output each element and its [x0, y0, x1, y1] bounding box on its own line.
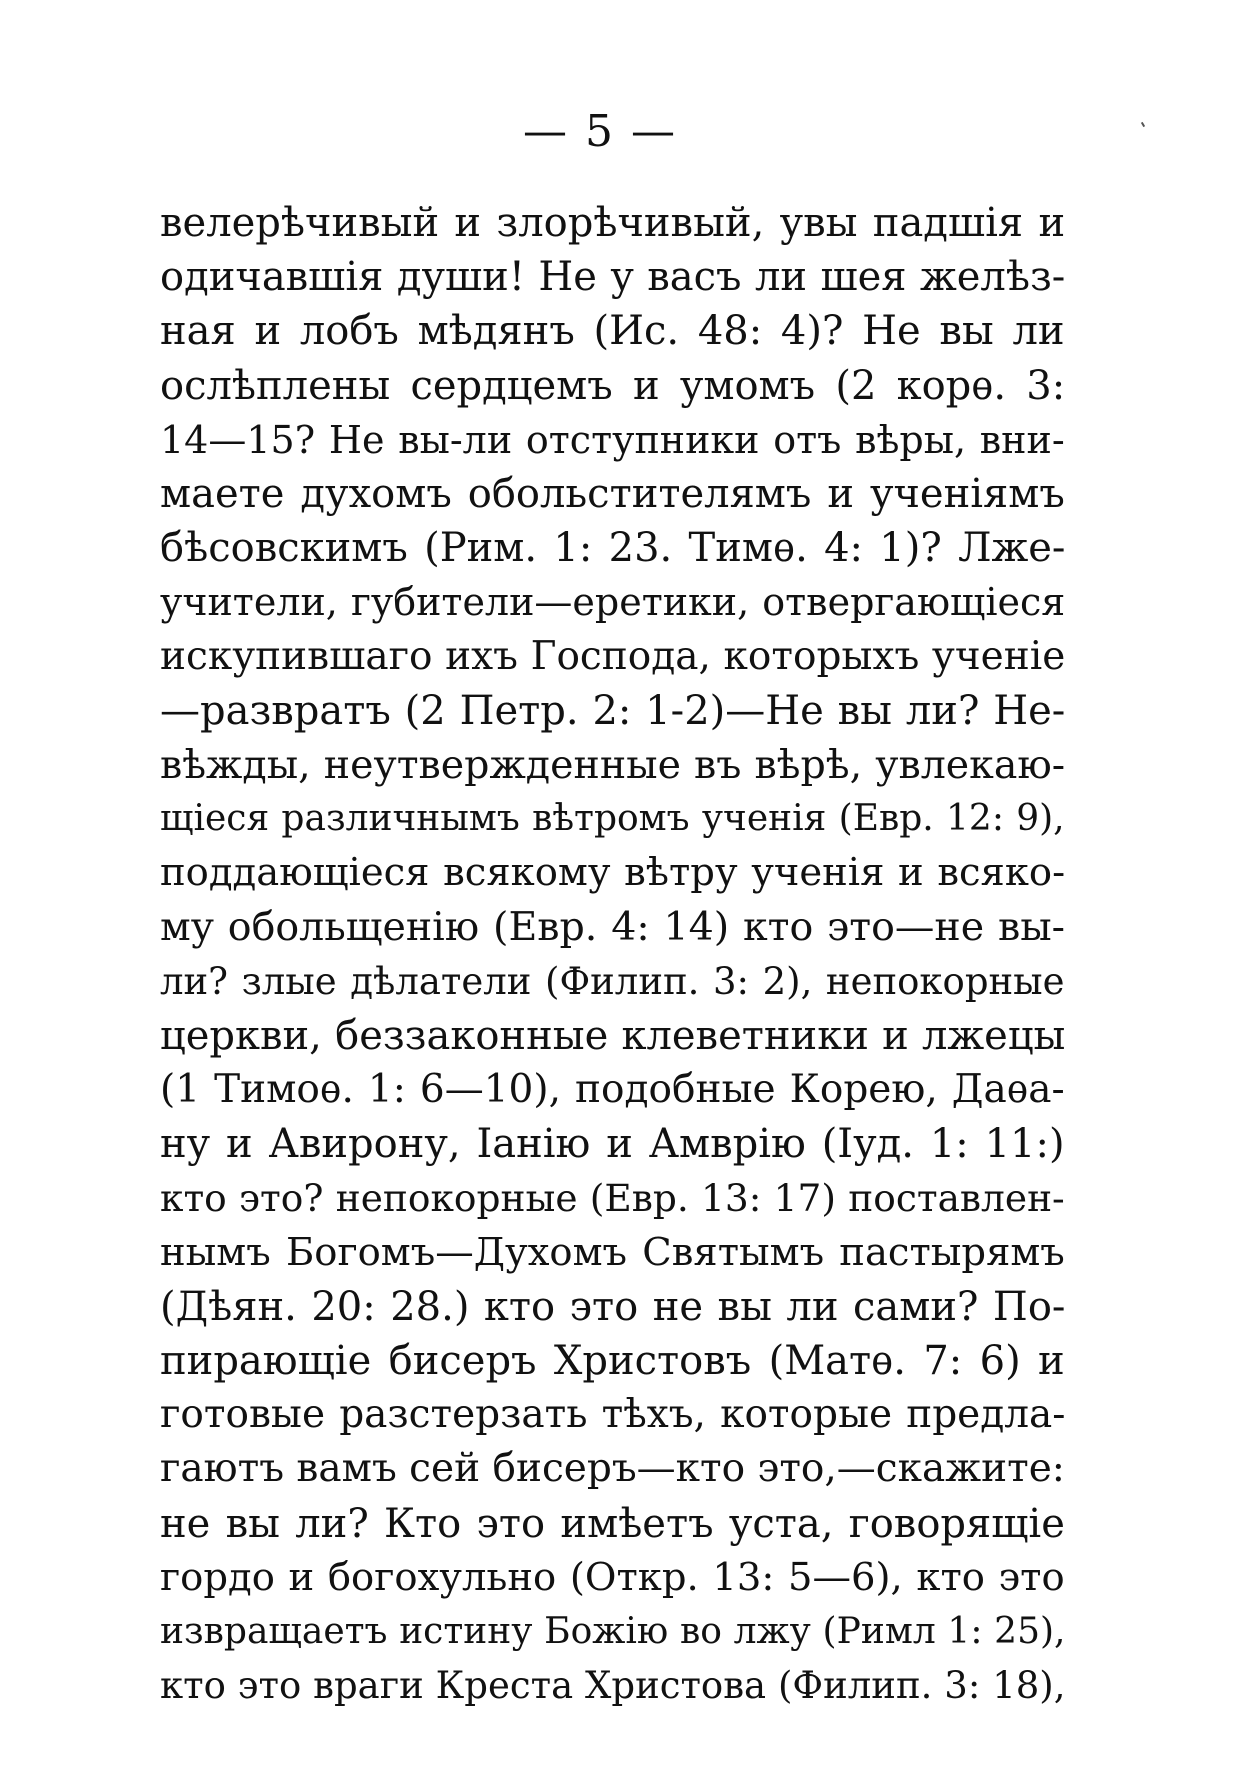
text-line: ну и Авирону, Іанію и Амврію (Іуд. 1: 11:)	[160, 1121, 1065, 1168]
text-line: не вы ли? Кто это имѣетъ уста, говорящіе	[160, 1500, 1065, 1547]
text-line: (1 Тимоѳ. 1: 6—10), подобные Корею, Даѳа-	[160, 1067, 1065, 1112]
text-line: готовые разстерзать тѣхъ, которые предла-	[160, 1392, 1065, 1438]
text-line: кто это? непокорные (Евр. 13: 17) поставлен-	[160, 1176, 1065, 1221]
text-line: гордо и богохульно (Откр. 13: 5—6), кто это	[160, 1554, 1065, 1600]
text-line: ослѣплены сердцемъ и умомъ (2 корѳ. 3:	[160, 362, 1065, 409]
text-line: кто это враги Креста Христова (Филип. 3: 18),	[160, 1664, 1065, 1708]
text-line: пирающіе бисеръ Христовъ (Матѳ. 7: 6) и	[160, 1337, 1065, 1384]
text-line: поддающіеся всякому вѣтру ученія и всяко-	[160, 850, 1065, 896]
text-line: искупившаго ихъ Господа, которыхъ ученіе	[160, 633, 1065, 679]
text-line: му обольщенію (Евр. 4: 14) кто это—не вы-	[160, 904, 1065, 951]
text-line: 14—15? Не вы-ли отступники отъ вѣры, вни-	[160, 417, 1065, 462]
text-line: маете духомъ обольстителямъ и ученіямъ	[160, 470, 1065, 517]
text-line: вѣжды, неутвержденные въ вѣрѣ, увлекаю-	[160, 741, 1065, 788]
text-line: ли? злые дѣлатели (Филип. 3: 2), непокорные	[160, 959, 1065, 1003]
text-line: учители, губители—еретики, отвергающіеся	[160, 580, 1065, 625]
text-line: бѣсовскимъ (Рим. 1: 23. Тимѳ. 4: 1)? Лже-	[160, 525, 1065, 572]
text-line: щіеся различнымъ вѣтромъ ученія (Евр. 12: 9),	[160, 798, 1065, 840]
text-line: церкви, беззаконные клеветники и лжецы	[160, 1012, 1065, 1059]
text-line: велерѣчивый и злорѣчивый, увы падшія и	[160, 200, 1065, 246]
body-text	[160, 196, 1065, 1713]
text-line: гаютъ вамъ сей бисеръ—кто это,—скажите:	[160, 1446, 1065, 1492]
text-line: (Дѣян. 20: 28.) кто это не вы ли сами? По-	[160, 1283, 1065, 1330]
text-line: ная и лобъ мѣдянъ (Ис. 48: 4)? Не вы ли	[160, 308, 1065, 355]
page-number: — 5 —	[523, 106, 677, 157]
text-line: одичавшія души! Не у васъ ли шея желѣз-	[160, 254, 1065, 301]
text-line: нымъ Богомъ—Духомъ Святымъ пастырямъ	[160, 1229, 1065, 1275]
text-line: извращаетъ истину Божію во лжу (Римл 1: 25),	[160, 1610, 1065, 1652]
text-line: —развратъ (2 Петр. 2: 1-2)—Не вы ли? Не-	[160, 687, 1065, 734]
